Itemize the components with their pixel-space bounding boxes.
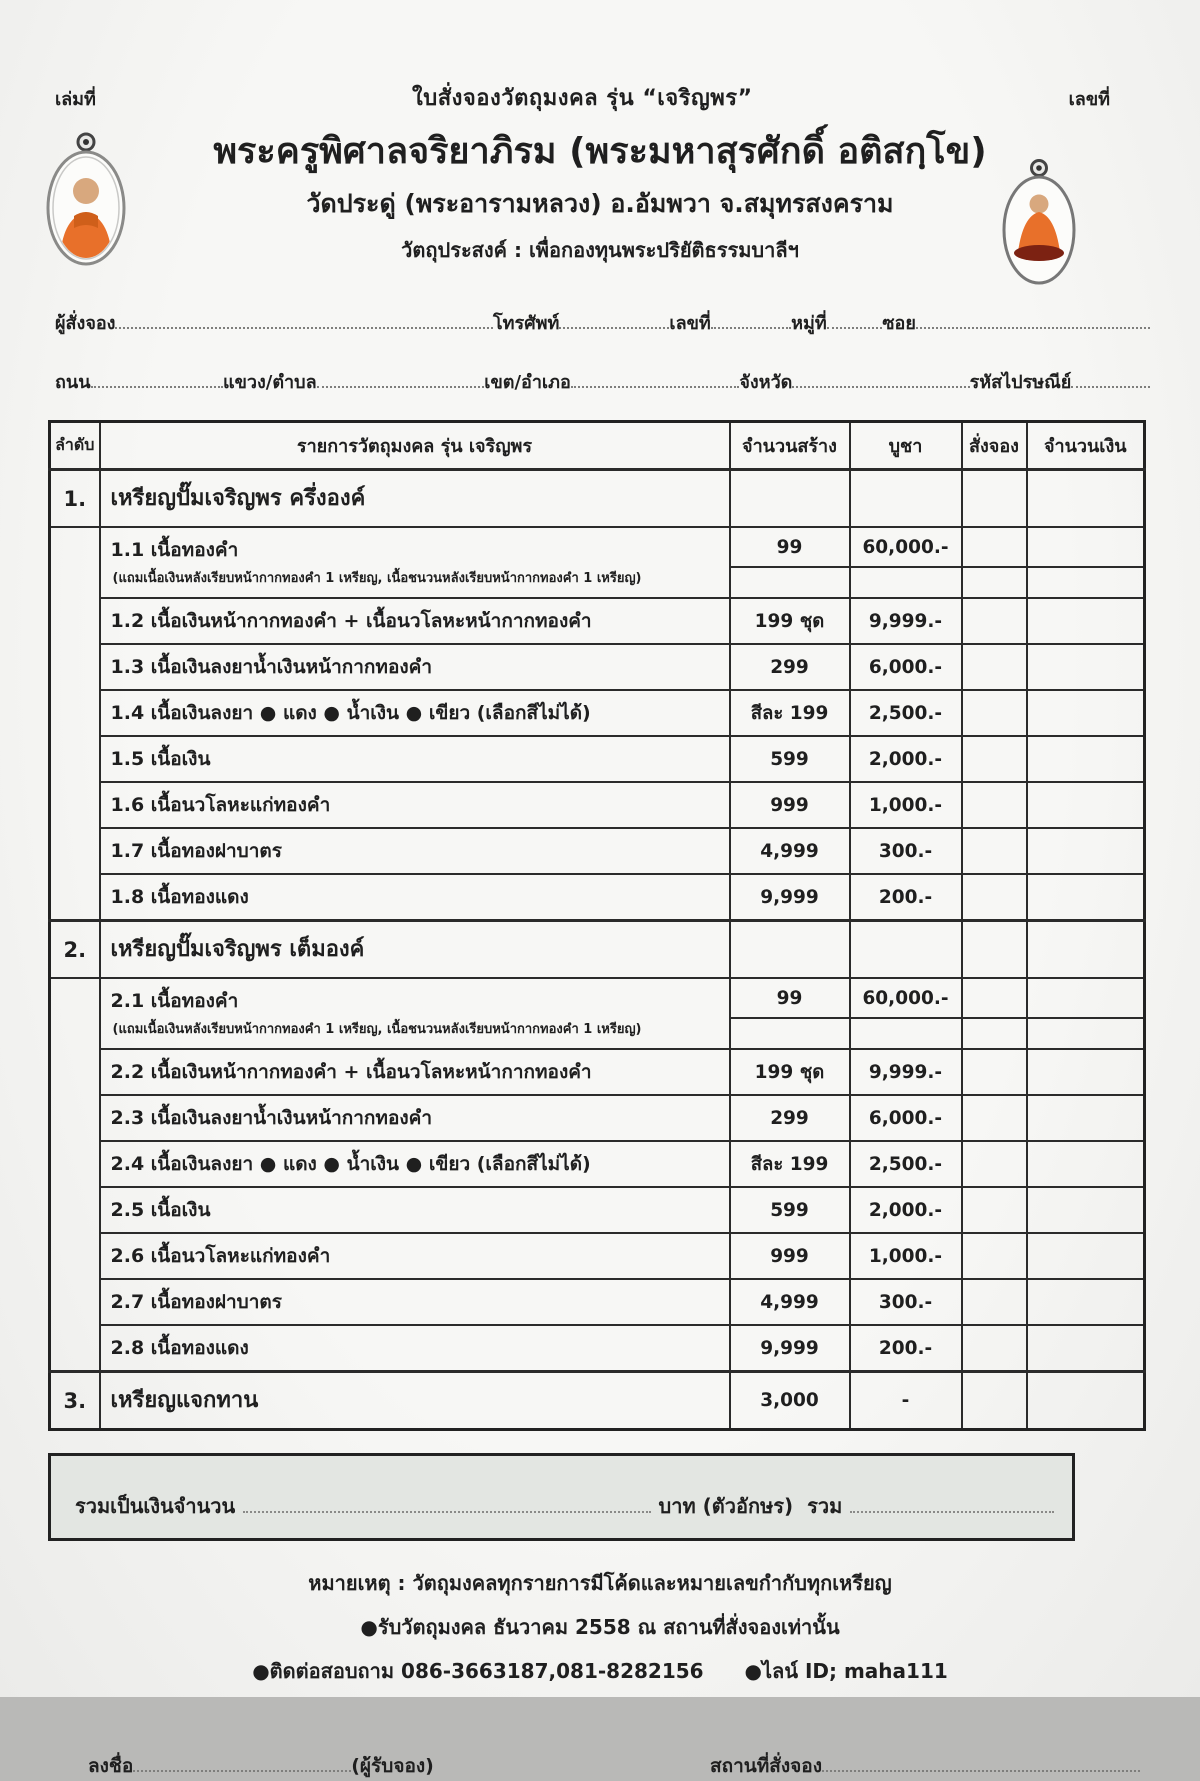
house-no-line[interactable] <box>711 309 791 329</box>
amount-fill-cell[interactable] <box>1027 567 1145 598</box>
field-label: โทรศัพท์ <box>493 313 560 334</box>
customer-info-row-1 <box>55 308 1150 337</box>
sum-label: รวม <box>807 1494 843 1518</box>
table-row <box>50 1049 1145 1095</box>
row-number-blank <box>50 1187 100 1233</box>
order-fill-cell[interactable] <box>962 644 1027 690</box>
purpose-line: วัตถุประสงค์ : เพื่อกองทุนพระปริยัติธรรมบาลีฯ <box>401 238 799 262</box>
table-row <box>50 828 1145 874</box>
row-number-blank <box>50 644 100 690</box>
amount-fill-cell[interactable] <box>1027 1018 1145 1049</box>
item-title: 1.6 เนื้อนวโลหะแก่ทองคำ <box>100 782 730 828</box>
order-fill-cell[interactable] <box>962 736 1027 782</box>
price-cell: 9,999.- <box>850 1049 962 1095</box>
table-row <box>50 1187 1145 1233</box>
row-number-blank <box>50 782 100 828</box>
postcode-line[interactable] <box>1071 368 1150 388</box>
row-number-blank <box>50 1325 100 1372</box>
total-amount-line[interactable] <box>243 1491 650 1513</box>
table-header-row <box>50 422 1145 470</box>
quantity-made-cell <box>730 1018 850 1049</box>
table-row <box>50 527 1145 567</box>
table-row <box>50 1325 1145 1372</box>
item-note: (แถมเนื้อเงินหลังเรียบหน้ากากทองคำ 1 เหรียญ, เนื้อชนวนหลังเรียบหน้ากากทองคำ 1 เหรียญ) <box>100 567 730 598</box>
subdistrict-line[interactable] <box>317 368 485 388</box>
signature-left <box>88 1751 434 1781</box>
item-title: 2.1 เนื้อทองคำ <box>100 978 730 1018</box>
row-number-blank <box>50 1018 100 1049</box>
quantity-made-cell: 9,999 <box>730 1325 850 1372</box>
field-label: เลขที่ <box>669 313 711 334</box>
form-title: ใบสั่งจองวัตถุมงคล รุ่น “เจริญพร” <box>412 86 753 111</box>
price-cell: 9,999.- <box>850 598 962 644</box>
row-number-blank <box>50 567 100 598</box>
field-label: ถนน <box>55 372 91 393</box>
item-title: 1.4 เนื้อเงินลงยา ● แดง ● น้ำเงิน ● เขียว (เลือกสีไม่ได้) <box>100 690 730 736</box>
row-number-blank <box>50 828 100 874</box>
total-box <box>48 1453 1075 1541</box>
order-fill-cell[interactable] <box>962 1018 1027 1049</box>
quantity-made-cell: 999 <box>730 1233 850 1279</box>
field-label: แขวง/ตำบล <box>222 372 317 393</box>
item-title: 2.7 เนื้อทองฝาบาตร <box>100 1279 730 1325</box>
header-strip <box>0 0 1200 115</box>
order-fill-cell[interactable] <box>962 1141 1027 1187</box>
soi-line[interactable] <box>916 309 1150 329</box>
price-cell: 300.- <box>850 1279 962 1325</box>
price-cell: 6,000.- <box>850 644 962 690</box>
quantity-made-cell <box>730 470 850 528</box>
row-number-blank <box>50 527 100 567</box>
amount-fill-cell[interactable] <box>1027 1279 1145 1325</box>
table-row <box>50 782 1145 828</box>
amount-fill-cell[interactable] <box>1027 782 1145 828</box>
amount-fill-cell[interactable] <box>1027 644 1145 690</box>
signature-line[interactable] <box>133 1751 351 1772</box>
quantity-made-cell: 199 ชุด <box>730 598 850 644</box>
order-fill-cell[interactable] <box>962 1325 1027 1372</box>
field-label: จังหวัด <box>739 372 793 393</box>
order-fill-cell[interactable] <box>962 782 1027 828</box>
col-header-order: สั่งจอง <box>962 422 1027 470</box>
order-fill-cell[interactable] <box>962 1372 1027 1430</box>
temple-line: วัดประดู่ (พระอารามหลวง) อ.อัมพวา จ.สมุทรสงคราม <box>306 189 894 218</box>
order-fill-cell[interactable] <box>962 921 1027 979</box>
order-fill-cell[interactable] <box>962 1187 1027 1233</box>
amount-fill-cell[interactable] <box>1027 828 1145 874</box>
footer-notes <box>0 1567 1200 1687</box>
note-line-contact <box>0 1655 1200 1687</box>
price-cell: 300.- <box>850 828 962 874</box>
quantity-made-cell: สีละ 199 <box>730 690 850 736</box>
amount-fill-cell[interactable] <box>1027 598 1145 644</box>
amount-fill-cell[interactable] <box>1027 1325 1145 1372</box>
quantity-made-cell: 99 <box>730 978 850 1018</box>
quantity-made-cell: 999 <box>730 782 850 828</box>
row-number-blank <box>50 690 100 736</box>
orderer-name-line[interactable] <box>115 309 493 329</box>
items-table <box>48 420 1146 1431</box>
order-fill-cell[interactable] <box>962 527 1027 567</box>
field-label: รหัสไปรษณีย์ <box>969 372 1072 393</box>
section-title: เหรียญปั๊มเจริญพร เต็มองค์ <box>100 921 730 979</box>
item-title: 1.2 เนื้อเงินหน้ากากทองคำ + เนื้อนวโลหะหน้ากากทองคำ <box>100 598 730 644</box>
row-number-blank <box>50 1233 100 1279</box>
quantity-made-cell: 299 <box>730 1095 850 1141</box>
road-line[interactable] <box>91 368 223 388</box>
page-title: พระครูพิศาลจริยาภิรม (พระมหาสุรศักดิ์ อติสกฺโข) <box>213 131 987 172</box>
price-cell: 200.- <box>850 874 962 921</box>
table-row <box>50 1233 1145 1279</box>
price-cell: 2,000.- <box>850 1187 962 1233</box>
district-line[interactable] <box>571 368 740 388</box>
seated-monk-medallion-icon <box>1000 156 1078 290</box>
price-cell: 2,500.- <box>850 690 962 736</box>
items-tbody <box>50 470 1145 1430</box>
table-row <box>50 921 1145 979</box>
item-title: 2.4 เนื้อเงินลงยา ● แดง ● น้ำเงิน ● เขียว (เลือกสีไม่ได้) <box>100 1141 730 1187</box>
note-line-code: หมายเหตุ : วัตถุมงคลทุกรายการมีโค้ดและหมายเลขกำกับทุกเหรียญ <box>308 1571 892 1595</box>
price-cell: 2,000.- <box>850 736 962 782</box>
table-row <box>50 1141 1145 1187</box>
sign-label: ลงชื่อ <box>88 1755 134 1777</box>
item-title: 2.2 เนื้อเงินหน้ากากทองคำ + เนื้อนวโลหะหน้ากากทองคำ <box>100 1049 730 1095</box>
row-number: 1. <box>50 470 100 528</box>
customer-info-row-2 <box>55 367 1150 396</box>
order-fill-cell[interactable] <box>962 1049 1027 1095</box>
row-number-blank <box>50 598 100 644</box>
item-title: 2.6 เนื้อนวโลหะแก่ทองคำ <box>100 1233 730 1279</box>
price-cell: 1,000.- <box>850 782 962 828</box>
amount-fill-cell[interactable] <box>1027 921 1145 979</box>
price-cell <box>850 1018 962 1049</box>
row-number-blank <box>50 1141 100 1187</box>
price-cell <box>850 470 962 528</box>
order-fill-cell[interactable] <box>962 1279 1027 1325</box>
order-place-label: สถานที่สั่งจอง <box>710 1755 822 1777</box>
item-title: 1.7 เนื้อทองฝาบาตร <box>100 828 730 874</box>
amount-fill-cell[interactable] <box>1027 1141 1145 1187</box>
order-fill-cell[interactable] <box>962 1095 1027 1141</box>
order-fill-cell[interactable] <box>962 470 1027 528</box>
signature-right <box>710 1751 1140 1781</box>
quantity-made-cell: 4,999 <box>730 1279 850 1325</box>
row-number-blank <box>50 978 100 1018</box>
moo-line[interactable] <box>827 309 883 329</box>
item-title: 1.8 เนื้อทองแดง <box>100 874 730 921</box>
table-row <box>50 978 1145 1018</box>
price-cell <box>850 921 962 979</box>
quantity-made-cell: 99 <box>730 527 850 567</box>
contact-phones: ●ติดต่อสอบถาม 086-3663187,081-8282156 <box>252 1659 704 1683</box>
amount-fill-cell[interactable] <box>1027 1372 1145 1430</box>
table-row <box>50 1372 1145 1430</box>
row-number-blank <box>50 1049 100 1095</box>
amount-fill-cell[interactable] <box>1027 1095 1145 1141</box>
quantity-made-cell <box>730 567 850 598</box>
section-title: เหรียญแจกทาน <box>100 1372 730 1430</box>
field-label: ผู้สั่งจอง <box>55 313 116 334</box>
order-fill-cell[interactable] <box>962 828 1027 874</box>
item-title: 2.3 เนื้อเงินลงยาน้ำเงินหน้ากากทองคำ <box>100 1095 730 1141</box>
col-header-price: บูชา <box>850 422 962 470</box>
amount-fill-cell[interactable] <box>1027 527 1145 567</box>
row-number-blank <box>50 1279 100 1325</box>
table-row <box>50 1279 1145 1325</box>
price-cell: - <box>850 1372 962 1430</box>
field-label: ซอย <box>882 313 916 334</box>
order-fill-cell[interactable] <box>962 1233 1027 1279</box>
sum-line[interactable] <box>850 1491 1054 1513</box>
row-number: 2. <box>50 921 100 979</box>
amount-fill-cell[interactable] <box>1027 470 1145 528</box>
table-row <box>50 690 1145 736</box>
order-place-line[interactable] <box>822 1751 1140 1772</box>
field-label: เขต/อำเภอ <box>484 372 571 393</box>
price-cell: 60,000.- <box>850 978 962 1018</box>
table-row <box>50 736 1145 782</box>
quantity-made-cell <box>730 921 850 979</box>
price-cell: 200.- <box>850 1325 962 1372</box>
total-label: รวมเป็นเงินจำนวน <box>75 1494 236 1518</box>
table-row <box>50 1018 1145 1049</box>
order-fill-cell[interactable] <box>962 978 1027 1018</box>
order-fill-cell[interactable] <box>962 690 1027 736</box>
quantity-made-cell: 4,999 <box>730 828 850 874</box>
signature-row <box>88 1751 1140 1781</box>
col-header-index: ลำดับ <box>50 422 100 470</box>
item-note: (แถมเนื้อเงินหลังเรียบหน้ากากทองคำ 1 เหรียญ, เนื้อชนวนหลังเรียบหน้ากากทองคำ 1 เหรียญ) <box>100 1018 730 1049</box>
col-header-item: รายการวัตถุมงคล รุ่น เจริญพร <box>100 422 730 470</box>
row-number: 3. <box>50 1372 100 1430</box>
table-row <box>50 598 1145 644</box>
line-id: ●ไลน์ ID; maha111 <box>744 1659 948 1683</box>
quantity-made-cell: 199 ชุด <box>730 1049 850 1095</box>
baht-in-words-label: บาท (ตัวอักษร) <box>658 1494 794 1518</box>
province-line[interactable] <box>792 368 969 388</box>
order-fill-cell[interactable] <box>962 598 1027 644</box>
amount-fill-cell[interactable] <box>1027 1049 1145 1095</box>
price-cell: 2,500.- <box>850 1141 962 1187</box>
item-title: 1.3 เนื้อเงินลงยาน้ำเงินหน้ากากทองคำ <box>100 644 730 690</box>
amount-fill-cell[interactable] <box>1027 736 1145 782</box>
quantity-made-cell: 9,999 <box>730 874 850 921</box>
order-fill-cell[interactable] <box>962 874 1027 921</box>
quantity-made-cell: 599 <box>730 736 850 782</box>
price-cell: 1,000.- <box>850 1233 962 1279</box>
amount-fill-cell[interactable] <box>1027 874 1145 921</box>
item-title: 2.8 เนื้อทองแดง <box>100 1325 730 1372</box>
row-number-blank <box>50 736 100 782</box>
table-row <box>50 567 1145 598</box>
phone-line[interactable] <box>559 309 669 329</box>
amount-fill-cell[interactable] <box>1027 978 1145 1018</box>
order-fill-cell[interactable] <box>962 567 1027 598</box>
price-cell: 60,000.- <box>850 527 962 567</box>
table-row <box>50 644 1145 690</box>
col-header-amount: จำนวนเงิน <box>1027 422 1145 470</box>
receiver-label: (ผู้รับจอง) <box>351 1755 434 1777</box>
amount-fill-cell[interactable] <box>1027 1233 1145 1279</box>
item-title: 2.5 เนื้อเงิน <box>100 1187 730 1233</box>
table-row <box>50 1095 1145 1141</box>
price-cell <box>850 567 962 598</box>
quantity-made-cell: 3,000 <box>730 1372 850 1430</box>
table-row <box>50 470 1145 528</box>
price-cell: 6,000.- <box>850 1095 962 1141</box>
note-line-pickup: ●รับวัตถุมงคล ธันวาคม 2558 ณ สถานที่สั่งจองเท่านั้น <box>360 1615 840 1639</box>
field-label: หมู่ที่ <box>791 313 827 334</box>
amount-fill-cell[interactable] <box>1027 1187 1145 1233</box>
item-title: 1.5 เนื้อเงิน <box>100 736 730 782</box>
row-number-blank <box>50 1095 100 1141</box>
quantity-made-cell: สีละ 199 <box>730 1141 850 1187</box>
table-row <box>50 874 1145 921</box>
item-title: 1.1 เนื้อทองคำ <box>100 527 730 567</box>
quantity-made-cell: 599 <box>730 1187 850 1233</box>
col-header-qty-made: จำนวนสร้าง <box>730 422 850 470</box>
doc-no-label: เลขที่ <box>1068 89 1110 110</box>
monk-bust-medallion-icon <box>44 128 128 270</box>
quantity-made-cell: 299 <box>730 644 850 690</box>
row-number-blank <box>50 874 100 921</box>
section-title: เหรียญปั๊มเจริญพร ครึ่งองค์ <box>100 470 730 528</box>
book-no-label: เล่มที่ <box>55 89 96 110</box>
amount-fill-cell[interactable] <box>1027 690 1145 736</box>
